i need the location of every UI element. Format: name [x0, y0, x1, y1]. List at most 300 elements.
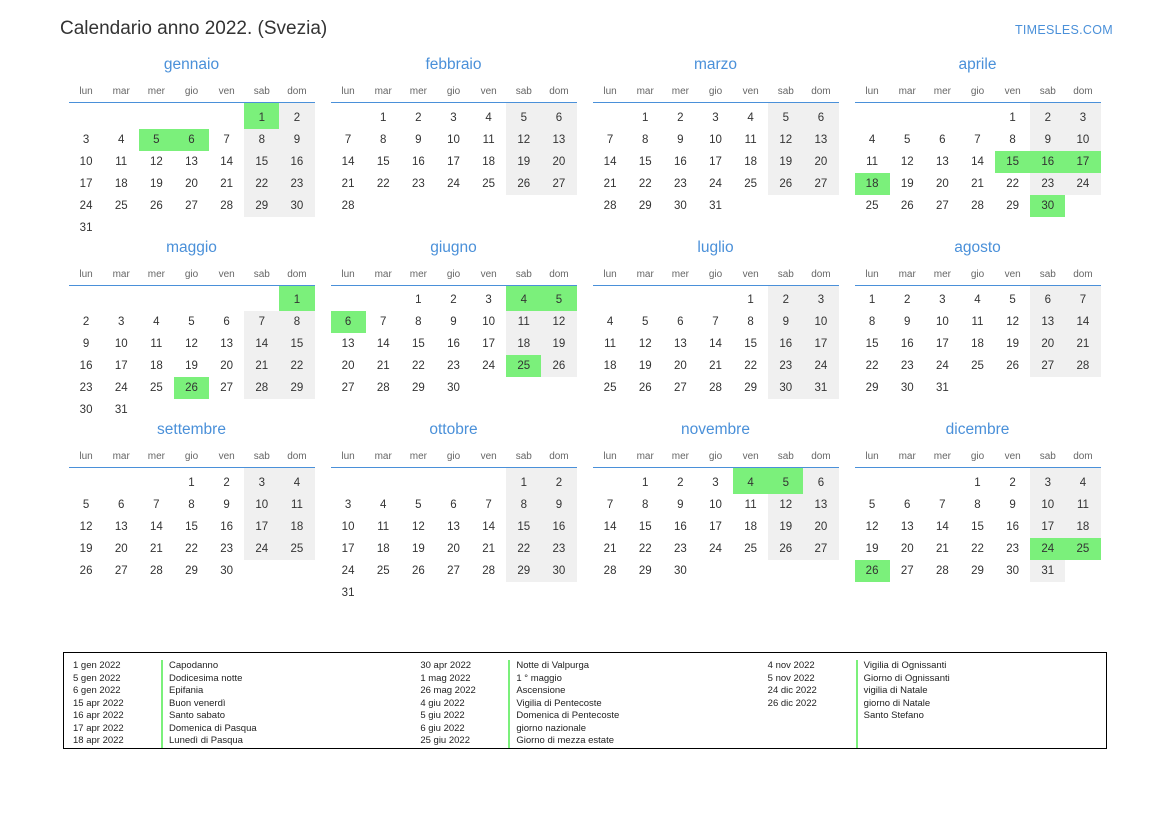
day-cell[interactable]: 19: [638, 360, 652, 372]
day-cell[interactable]: 17: [114, 360, 128, 372]
day-cell[interactable]: 17: [79, 177, 93, 190]
day-cell[interactable]: 21: [341, 177, 355, 190]
day-cell[interactable]: 31: [1030, 560, 1065, 582]
day-cell[interactable]: 3: [118, 316, 125, 328]
day-cell[interactable]: 22: [638, 542, 652, 555]
day-cell-holiday[interactable]: 24: [1030, 538, 1065, 560]
day-cell[interactable]: 21: [220, 177, 234, 190]
day-cell[interactable]: 21: [709, 360, 722, 372]
day-cell[interactable]: 30: [79, 404, 93, 416]
day-cell[interactable]: 30: [673, 564, 687, 577]
day-cell[interactable]: 24: [482, 360, 496, 372]
day-cell[interactable]: 7: [606, 498, 614, 511]
day-cell[interactable]: 21: [482, 542, 496, 555]
day-cell[interactable]: 17: [244, 516, 279, 538]
day-cell[interactable]: 25: [865, 199, 879, 212]
day-cell[interactable]: 2: [904, 294, 911, 307]
day-cell[interactable]: 27: [114, 564, 128, 577]
day-cell[interactable]: 5: [768, 103, 803, 129]
day-cell[interactable]: 19: [506, 151, 541, 173]
day-cell[interactable]: 6: [223, 316, 230, 328]
day-cell[interactable]: 5: [82, 498, 90, 511]
day-cell[interactable]: 20: [803, 151, 838, 173]
day-cell[interactable]: 8: [747, 316, 754, 328]
day-cell[interactable]: 21: [971, 177, 984, 190]
day-cell[interactable]: 10: [482, 316, 496, 328]
day-cell[interactable]: 2: [1009, 476, 1016, 489]
day-cell[interactable]: 20: [1030, 333, 1065, 355]
day-cell[interactable]: 9: [279, 129, 314, 151]
day-cell[interactable]: 14: [376, 338, 390, 350]
day-cell[interactable]: 12: [865, 520, 879, 533]
day-cell[interactable]: 9: [1009, 498, 1016, 511]
day-cell[interactable]: 16: [79, 360, 93, 372]
day-cell[interactable]: 4: [153, 316, 160, 328]
day-cell[interactable]: 9: [223, 498, 230, 511]
day-cell[interactable]: 2: [82, 316, 90, 328]
day-cell[interactable]: 8: [415, 316, 422, 328]
day-cell[interactable]: 29: [244, 195, 279, 217]
brand-link[interactable]: TIMESLES.COM: [1014, 23, 1113, 37]
day-cell[interactable]: 6: [1030, 285, 1065, 311]
day-cell[interactable]: 21: [244, 355, 279, 377]
day-cell[interactable]: 17: [803, 333, 838, 355]
day-cell-holiday[interactable]: 25: [1065, 538, 1100, 560]
day-cell[interactable]: 29: [185, 564, 198, 577]
day-cell[interactable]: 17: [482, 338, 496, 350]
day-cell[interactable]: 9: [82, 338, 90, 350]
day-cell[interactable]: 17: [709, 520, 722, 533]
day-cell[interactable]: 9: [904, 316, 911, 328]
day-cell[interactable]: 9: [541, 494, 576, 516]
day-cell[interactable]: 14: [603, 520, 617, 533]
day-cell[interactable]: 22: [376, 177, 390, 190]
day-cell[interactable]: 7: [244, 311, 279, 333]
day-cell[interactable]: 13: [447, 520, 460, 533]
day-cell[interactable]: 23: [279, 173, 314, 195]
day-cell[interactable]: 16: [447, 338, 460, 350]
day-cell[interactable]: 26: [900, 199, 914, 212]
day-cell[interactable]: 14: [244, 333, 279, 355]
day-cell[interactable]: 26: [638, 382, 652, 394]
day-cell[interactable]: 13: [803, 494, 838, 516]
day-cell[interactable]: 11: [279, 494, 314, 516]
day-cell[interactable]: 18: [744, 520, 758, 533]
day-cell[interactable]: 25: [744, 177, 758, 190]
day-cell[interactable]: 7: [153, 498, 160, 511]
day-cell[interactable]: 17: [341, 542, 355, 555]
day-cell[interactable]: 20: [900, 542, 914, 555]
day-cell[interactable]: 14: [971, 155, 984, 168]
day-cell[interactable]: 23: [447, 360, 460, 372]
day-cell[interactable]: 19: [411, 542, 425, 555]
day-cell[interactable]: 15: [185, 520, 198, 533]
day-cell[interactable]: 10: [244, 494, 279, 516]
day-cell[interactable]: 10: [709, 133, 722, 146]
day-cell[interactable]: 15: [376, 155, 390, 168]
day-cell[interactable]: 30: [220, 564, 234, 577]
day-cell[interactable]: 28: [971, 199, 984, 212]
day-cell[interactable]: 6: [939, 133, 946, 146]
day-cell[interactable]: 18: [114, 177, 128, 190]
day-cell[interactable]: 31: [114, 404, 128, 416]
day-cell[interactable]: 26: [768, 173, 803, 195]
day-cell-holiday[interactable]: 15: [995, 151, 1030, 173]
day-cell[interactable]: 8: [506, 494, 541, 516]
day-cell[interactable]: 16: [768, 333, 803, 355]
day-cell[interactable]: 1: [188, 476, 195, 489]
day-cell[interactable]: 16: [220, 520, 234, 533]
day-cell[interactable]: 7: [223, 133, 230, 146]
day-cell[interactable]: 7: [485, 498, 492, 511]
day-cell[interactable]: 7: [380, 316, 387, 328]
day-cell[interactable]: 30: [1006, 564, 1020, 577]
day-cell[interactable]: 16: [900, 338, 914, 350]
day-cell[interactable]: 15: [411, 338, 425, 350]
day-cell[interactable]: 8: [188, 498, 195, 511]
day-cell[interactable]: 20: [185, 177, 198, 190]
day-cell[interactable]: 11: [1065, 494, 1100, 516]
day-cell[interactable]: 15: [744, 338, 758, 350]
day-cell[interactable]: 2: [677, 476, 684, 489]
day-cell[interactable]: 25: [744, 542, 758, 555]
day-cell[interactable]: 27: [1030, 355, 1065, 377]
day-cell[interactable]: 4: [747, 111, 754, 124]
day-cell[interactable]: 28: [482, 564, 496, 577]
day-cell[interactable]: 3: [244, 468, 279, 494]
day-cell[interactable]: 29: [865, 382, 879, 394]
day-cell[interactable]: 12: [79, 520, 93, 533]
day-cell[interactable]: 21: [376, 360, 390, 372]
day-cell[interactable]: 11: [604, 338, 617, 350]
day-cell[interactable]: 9: [1030, 129, 1065, 151]
day-cell[interactable]: 27: [803, 538, 838, 560]
day-cell[interactable]: 26: [541, 355, 576, 377]
day-cell[interactable]: 17: [935, 338, 949, 350]
day-cell[interactable]: 20: [220, 360, 234, 372]
day-cell[interactable]: 14: [220, 155, 234, 168]
day-cell[interactable]: 28: [603, 564, 617, 577]
day-cell[interactable]: 12: [638, 338, 652, 350]
day-cell[interactable]: 23: [411, 177, 425, 190]
day-cell-holiday[interactable]: 6: [174, 129, 209, 151]
day-cell-holiday[interactable]: 1: [244, 103, 279, 129]
day-cell[interactable]: 22: [185, 542, 198, 555]
day-cell[interactable]: 11: [482, 133, 495, 146]
day-cell[interactable]: 7: [939, 498, 946, 511]
day-cell[interactable]: 9: [450, 316, 457, 328]
day-cell[interactable]: 31: [803, 377, 838, 399]
day-cell[interactable]: 21: [149, 542, 163, 555]
day-cell[interactable]: 25: [482, 177, 496, 190]
day-cell[interactable]: 23: [541, 538, 576, 560]
day-cell[interactable]: 26: [1006, 360, 1020, 372]
day-cell[interactable]: 29: [971, 564, 984, 577]
day-cell[interactable]: 12: [1006, 316, 1020, 328]
day-cell[interactable]: 25: [114, 199, 128, 212]
day-cell[interactable]: 26: [411, 564, 425, 577]
day-cell[interactable]: 27: [541, 173, 576, 195]
day-cell[interactable]: 1: [747, 294, 754, 307]
day-cell[interactable]: 4: [485, 111, 492, 124]
day-cell[interactable]: 20: [541, 151, 576, 173]
day-cell[interactable]: 21: [603, 542, 617, 555]
day-cell[interactable]: 23: [1030, 173, 1065, 195]
day-cell[interactable]: 13: [935, 155, 949, 168]
day-cell[interactable]: 15: [971, 520, 984, 533]
day-cell-holiday[interactable]: 17: [1065, 151, 1100, 173]
day-cell[interactable]: 17: [447, 155, 460, 168]
day-cell[interactable]: 8: [974, 498, 981, 511]
day-cell-holiday[interactable]: 30: [1030, 195, 1065, 217]
day-cell[interactable]: 6: [450, 498, 457, 511]
day-cell[interactable]: 25: [279, 538, 314, 560]
day-cell-holiday[interactable]: 6: [331, 311, 366, 333]
day-cell[interactable]: 1: [380, 111, 387, 124]
day-cell-holiday[interactable]: 4: [506, 285, 541, 311]
day-cell[interactable]: 23: [673, 542, 687, 555]
day-cell[interactable]: 22: [244, 173, 279, 195]
day-cell[interactable]: 18: [744, 155, 758, 168]
day-cell[interactable]: 9: [768, 311, 803, 333]
day-cell[interactable]: 13: [803, 129, 838, 151]
day-cell[interactable]: 28: [1065, 355, 1100, 377]
day-cell[interactable]: 2: [677, 111, 684, 124]
day-cell[interactable]: 18: [149, 360, 163, 372]
day-cell[interactable]: 2: [1030, 103, 1065, 129]
day-cell[interactable]: 24: [803, 355, 838, 377]
day-cell[interactable]: 20: [114, 542, 128, 555]
day-cell[interactable]: 3: [803, 285, 838, 311]
day-cell[interactable]: 17: [709, 155, 722, 168]
day-cell[interactable]: 9: [677, 498, 684, 511]
day-cell[interactable]: 9: [415, 133, 422, 146]
day-cell[interactable]: 25: [376, 564, 390, 577]
day-cell[interactable]: 27: [935, 199, 949, 212]
day-cell[interactable]: 27: [447, 564, 460, 577]
day-cell[interactable]: 10: [1030, 494, 1065, 516]
day-cell[interactable]: 18: [603, 360, 617, 372]
day-cell[interactable]: 16: [1006, 520, 1020, 533]
day-cell[interactable]: 28: [709, 382, 722, 394]
day-cell[interactable]: 22: [744, 360, 758, 372]
day-cell[interactable]: 5: [415, 498, 422, 511]
day-cell-holiday[interactable]: 5: [139, 129, 174, 151]
day-cell[interactable]: 2: [279, 103, 314, 129]
day-cell[interactable]: 14: [709, 338, 722, 350]
day-cell[interactable]: 28: [376, 382, 390, 394]
day-cell[interactable]: 12: [768, 494, 803, 516]
day-cell[interactable]: 19: [768, 151, 803, 173]
day-cell[interactable]: 20: [673, 360, 687, 372]
day-cell[interactable]: 30: [279, 195, 314, 217]
day-cell[interactable]: 14: [603, 155, 617, 168]
day-cell[interactable]: 4: [974, 294, 981, 307]
day-cell[interactable]: 23: [673, 177, 687, 190]
day-cell[interactable]: 15: [865, 338, 879, 350]
day-cell[interactable]: 17: [1030, 516, 1065, 538]
day-cell[interactable]: 23: [1006, 542, 1020, 555]
day-cell[interactable]: 24: [447, 177, 460, 190]
day-cell[interactable]: 27: [220, 382, 234, 394]
day-cell[interactable]: 24: [341, 564, 355, 577]
day-cell[interactable]: 29: [506, 560, 541, 582]
day-cell[interactable]: 27: [900, 564, 914, 577]
day-cell[interactable]: 8: [1009, 133, 1016, 146]
day-cell[interactable]: 13: [1030, 311, 1065, 333]
day-cell[interactable]: 19: [768, 516, 803, 538]
day-cell[interactable]: 15: [279, 333, 314, 355]
day-cell-holiday[interactable]: 16: [1030, 151, 1065, 173]
day-cell[interactable]: 25: [603, 382, 617, 394]
day-cell[interactable]: 10: [803, 311, 838, 333]
day-cell[interactable]: 3: [1030, 468, 1065, 494]
day-cell[interactable]: 16: [279, 151, 314, 173]
day-cell[interactable]: 18: [482, 155, 496, 168]
day-cell[interactable]: 11: [744, 133, 757, 146]
day-cell[interactable]: 7: [344, 133, 352, 146]
day-cell[interactable]: 16: [673, 155, 687, 168]
day-cell[interactable]: 24: [709, 177, 722, 190]
day-cell[interactable]: 30: [768, 377, 803, 399]
day-cell[interactable]: 28: [149, 564, 163, 577]
day-cell[interactable]: 26: [149, 199, 163, 212]
day-cell[interactable]: 4: [380, 498, 387, 511]
day-cell[interactable]: 29: [1006, 199, 1020, 212]
day-cell[interactable]: 13: [341, 338, 355, 350]
day-cell[interactable]: 24: [244, 538, 279, 560]
day-cell[interactable]: 23: [79, 382, 93, 394]
day-cell[interactable]: 2: [415, 111, 422, 124]
day-cell[interactable]: 15: [638, 520, 652, 533]
day-cell-holiday[interactable]: 25: [506, 355, 541, 377]
day-cell[interactable]: 11: [866, 155, 879, 168]
day-cell[interactable]: 1: [506, 468, 541, 494]
day-cell[interactable]: 25: [149, 382, 163, 394]
day-cell[interactable]: 9: [677, 133, 684, 146]
day-cell[interactable]: 7: [1065, 285, 1100, 311]
day-cell[interactable]: 26: [79, 564, 93, 577]
day-cell[interactable]: 22: [1006, 177, 1020, 190]
day-cell[interactable]: 12: [541, 311, 576, 333]
day-cell[interactable]: 14: [935, 520, 949, 533]
day-cell[interactable]: 1: [868, 294, 876, 307]
day-cell-holiday[interactable]: 26: [855, 560, 890, 582]
day-cell[interactable]: 6: [541, 103, 576, 129]
day-cell[interactable]: 20: [803, 516, 838, 538]
day-cell[interactable]: 22: [865, 360, 879, 372]
day-cell[interactable]: 29: [744, 382, 758, 394]
day-cell[interactable]: 1: [642, 476, 649, 489]
day-cell[interactable]: 24: [114, 382, 128, 394]
day-cell[interactable]: 29: [279, 377, 314, 399]
day-cell[interactable]: 18: [376, 542, 390, 555]
day-cell[interactable]: 14: [341, 155, 355, 168]
day-cell[interactable]: 28: [220, 199, 234, 212]
day-cell[interactable]: 13: [673, 338, 687, 350]
day-cell[interactable]: 19: [79, 542, 93, 555]
day-cell[interactable]: 28: [935, 564, 949, 577]
day-cell[interactable]: 8: [642, 498, 649, 511]
day-cell[interactable]: 11: [150, 338, 163, 350]
day-cell[interactable]: 16: [673, 520, 687, 533]
day-cell[interactable]: 4: [868, 133, 876, 146]
day-cell[interactable]: 25: [971, 360, 984, 372]
day-cell[interactable]: 24: [1065, 173, 1100, 195]
day-cell[interactable]: 6: [904, 498, 911, 511]
day-cell[interactable]: 19: [1006, 338, 1020, 350]
day-cell[interactable]: 10: [341, 520, 355, 533]
day-cell[interactable]: 12: [768, 129, 803, 151]
day-cell[interactable]: 13: [185, 155, 198, 168]
day-cell[interactable]: 3: [82, 133, 90, 146]
day-cell[interactable]: 20: [935, 177, 949, 190]
day-cell-holiday[interactable]: 26: [174, 377, 209, 399]
day-cell[interactable]: 4: [606, 316, 614, 328]
day-cell[interactable]: 2: [223, 476, 230, 489]
day-cell[interactable]: 10: [447, 133, 460, 146]
day-cell[interactable]: 23: [900, 360, 914, 372]
day-cell[interactable]: 18: [506, 333, 541, 355]
day-cell[interactable]: 7: [606, 133, 614, 146]
day-cell[interactable]: 26: [506, 173, 541, 195]
day-cell[interactable]: 11: [377, 520, 390, 533]
day-cell[interactable]: 30: [541, 560, 576, 582]
day-cell[interactable]: 10: [935, 316, 949, 328]
day-cell-holiday[interactable]: 4: [733, 468, 768, 494]
day-cell[interactable]: 28: [603, 199, 617, 212]
day-cell[interactable]: 11: [506, 311, 541, 333]
day-cell[interactable]: 19: [900, 177, 914, 190]
day-cell[interactable]: 15: [638, 155, 652, 168]
day-cell[interactable]: 18: [971, 338, 984, 350]
day-cell[interactable]: 1: [642, 111, 649, 124]
day-cell[interactable]: 14: [1065, 311, 1100, 333]
day-cell[interactable]: 6: [803, 103, 838, 129]
day-cell[interactable]: 10: [709, 498, 722, 511]
day-cell[interactable]: 29: [411, 382, 425, 394]
day-cell[interactable]: 3: [344, 498, 352, 511]
day-cell[interactable]: 3: [450, 111, 457, 124]
day-cell[interactable]: 3: [485, 294, 492, 307]
day-cell[interactable]: 10: [114, 338, 128, 350]
day-cell[interactable]: 11: [971, 316, 984, 328]
day-cell[interactable]: 5: [868, 498, 876, 511]
day-cell[interactable]: 12: [185, 338, 198, 350]
day-cell[interactable]: 21: [1065, 333, 1100, 355]
day-cell[interactable]: 2: [450, 294, 457, 307]
day-cell[interactable]: 10: [79, 155, 93, 168]
day-cell[interactable]: 28: [341, 199, 355, 212]
day-cell[interactable]: 27: [341, 382, 355, 394]
day-cell[interactable]: 15: [506, 516, 541, 538]
day-cell[interactable]: 5: [904, 133, 911, 146]
day-cell-holiday[interactable]: 1: [279, 285, 314, 311]
day-cell[interactable]: 23: [220, 542, 234, 555]
day-cell[interactable]: 12: [149, 155, 163, 168]
day-cell[interactable]: 23: [768, 355, 803, 377]
day-cell[interactable]: 22: [411, 360, 425, 372]
day-cell[interactable]: 6: [803, 468, 838, 494]
day-cell[interactable]: 8: [244, 129, 279, 151]
day-cell[interactable]: 11: [115, 155, 128, 168]
day-cell[interactable]: 21: [603, 177, 617, 190]
day-cell[interactable]: 19: [865, 542, 879, 555]
day-cell[interactable]: 15: [244, 151, 279, 173]
day-cell[interactable]: 8: [279, 311, 314, 333]
day-cell[interactable]: 14: [482, 520, 496, 533]
day-cell[interactable]: 1: [1009, 111, 1016, 124]
